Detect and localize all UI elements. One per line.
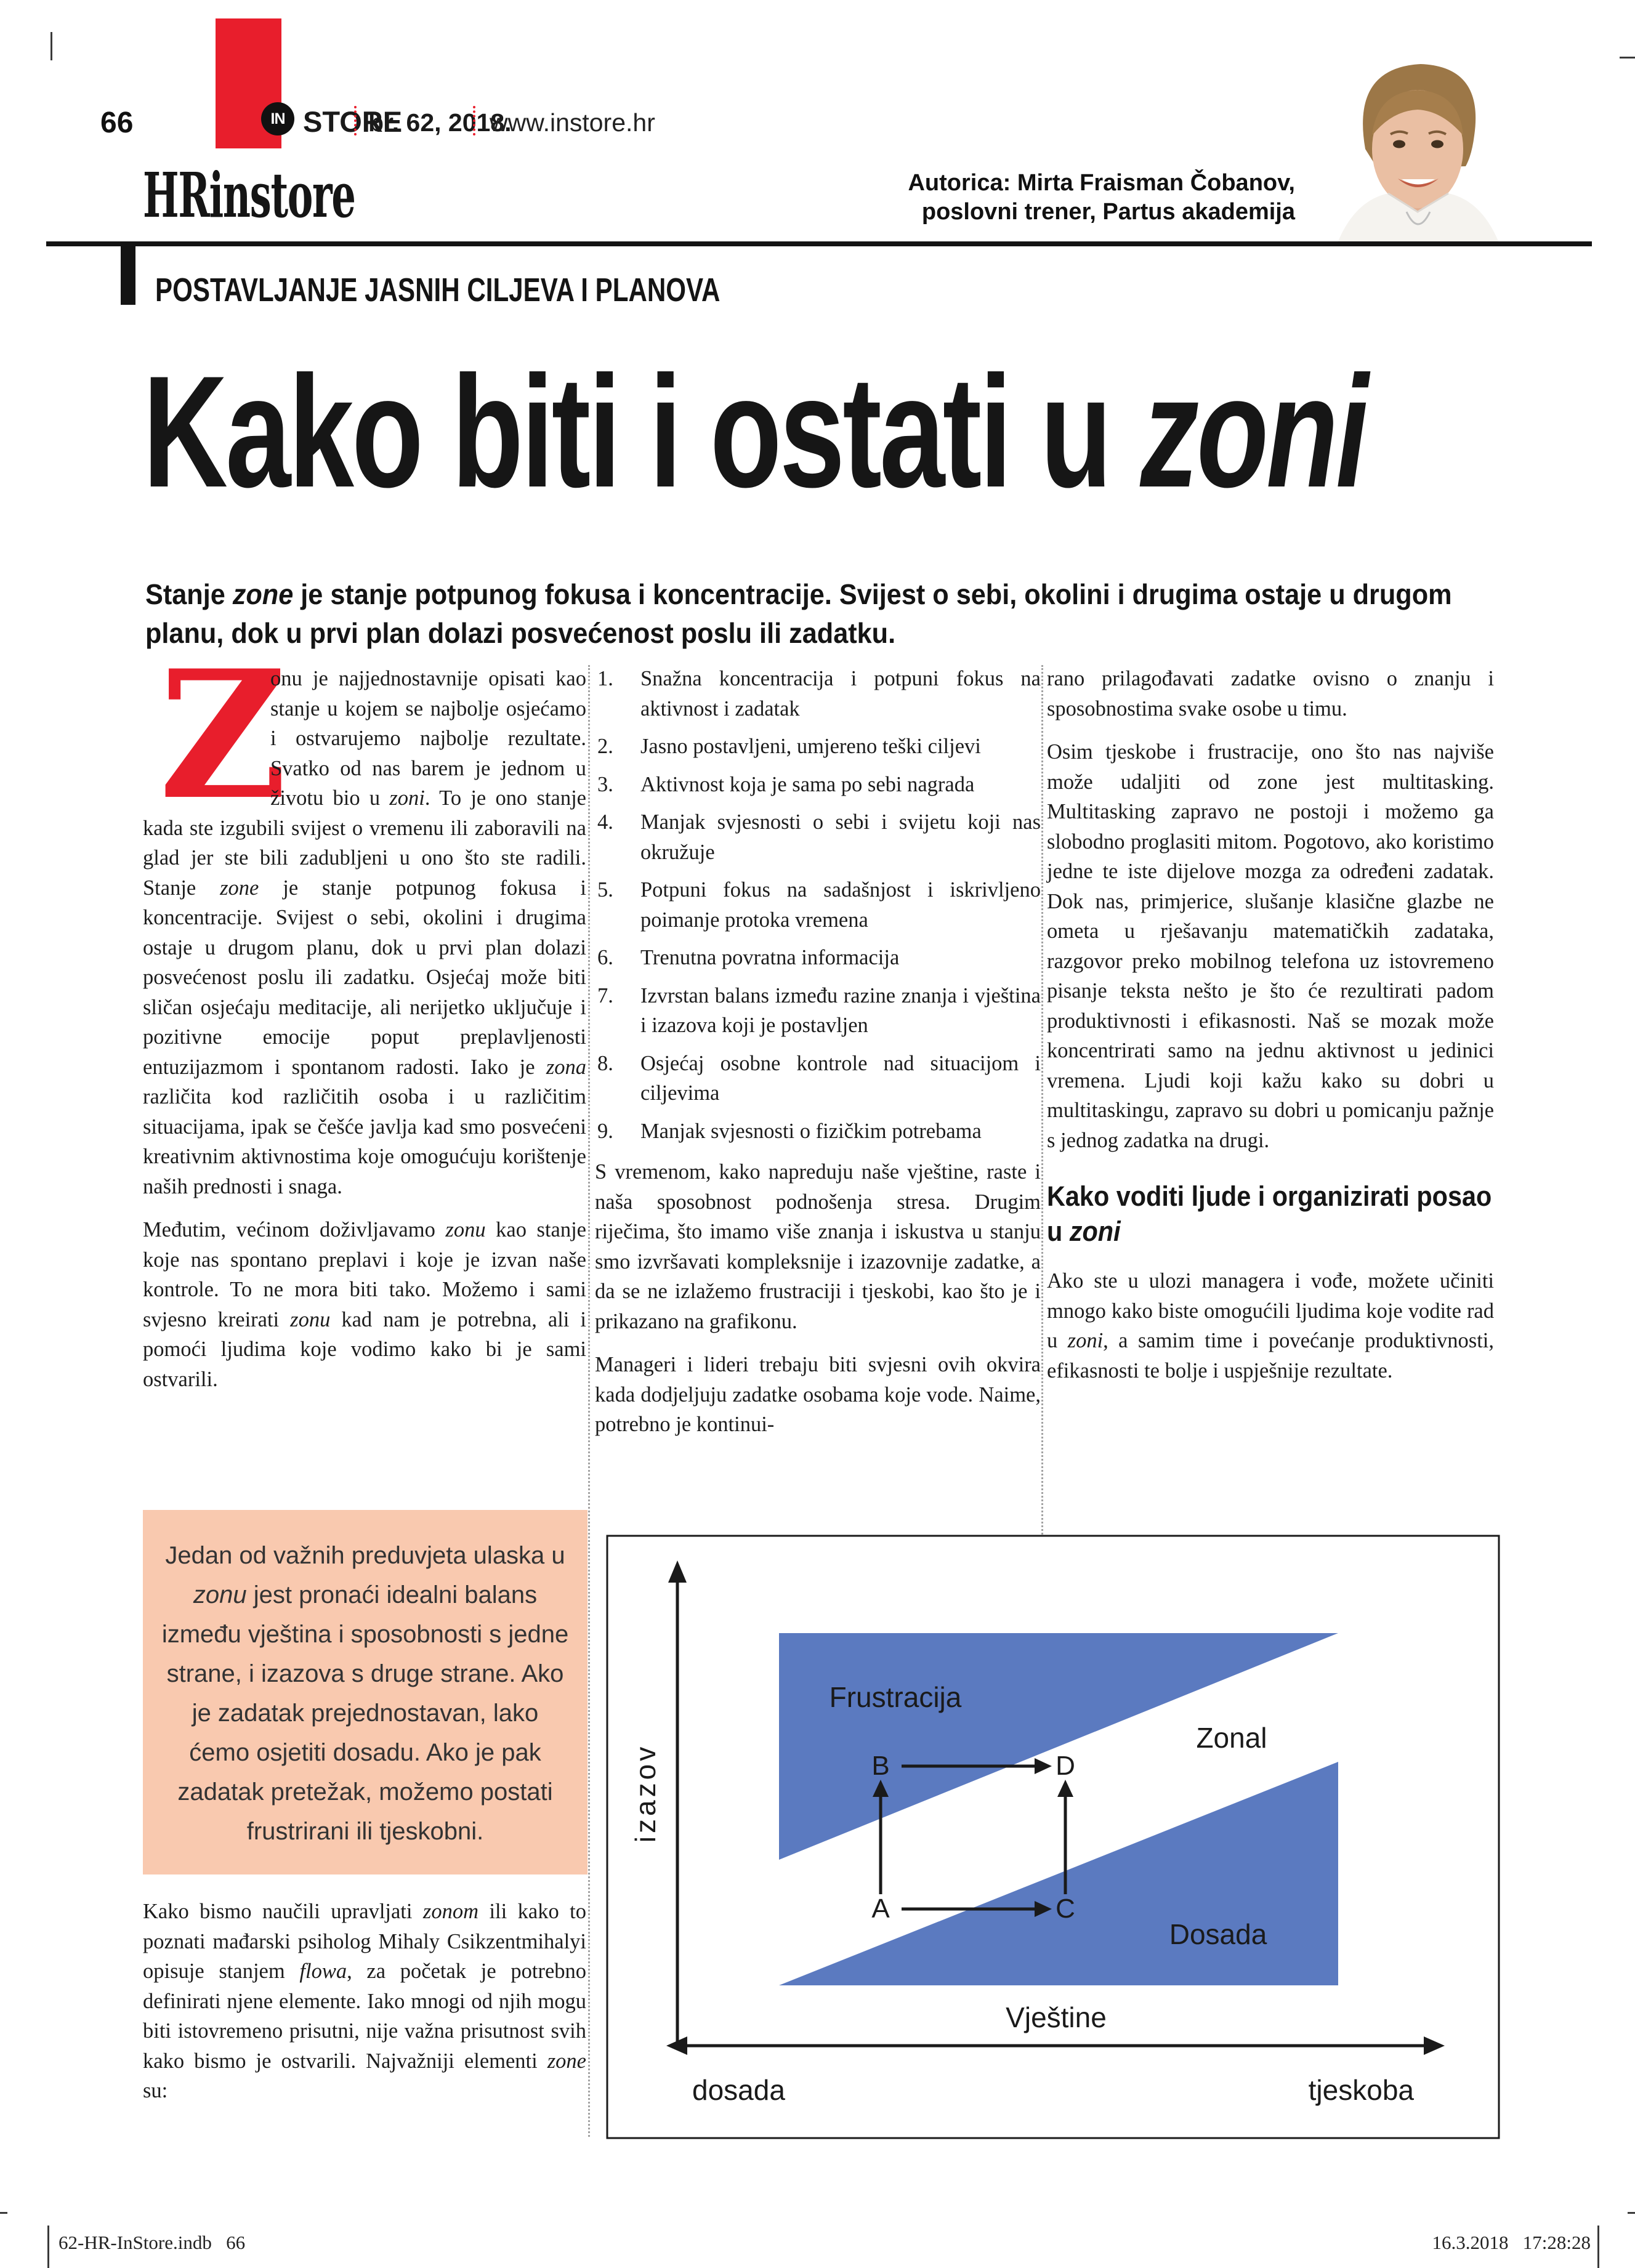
list-item: 5. Potpuni fokus na sadašnjost i iskrivljeno poimanje protoka vremena <box>597 878 1041 932</box>
author-portrait-graphic <box>1319 57 1517 243</box>
crop-mark <box>47 2226 49 2268</box>
section-logo-hrinstore: HRinstore <box>143 159 355 232</box>
page-number: 66 <box>100 107 134 139</box>
article-title: Kako biti i ostati u zoni <box>143 342 1367 520</box>
point-a-label: A <box>871 1894 890 1924</box>
zonal-label: Zonal <box>1196 1722 1267 1754</box>
y-axis-label: izazov <box>629 1743 661 1843</box>
author-credit <box>908 169 1295 227</box>
chart-border <box>607 1536 1499 2138</box>
zone-chart-svg <box>606 1535 1500 2139</box>
column-1 <box>143 632 586 1408</box>
article-lead: Stanje zone je stanje potpunog fokusa i koncentracije. Svijest o sebi, okolini i drugima ostaje u drugom planu, dok u prvi plan dolazi posvećenost poslu ili zadatku. <box>145 578 1452 649</box>
drop-cap: Z <box>159 632 288 839</box>
crop-mark <box>1628 2212 1635 2214</box>
column-1-bottom <box>143 1897 586 2120</box>
kicker: POSTAVLJANJE JASNIH CILJEVA I PLANOVA <box>155 272 721 309</box>
paragraph: Osim tjeskobe i frustracije, ono što nas najviše može udaljiti od zone jest multitasking. Multitasking zapravo ne postoji i možemo ga slobodno proglasiti mitom. Pogotovo, ako koristimo jedne te iste dijelove mozga za određeni zadatak. Dok nas, primjerice, slušanje klasične glazbe ne ometa u rješavanju matematičkih zadataka, razgovor preko mobilnog telefona uz istovremeno pisanje teksta nešto je što će rezultirati padom produktivnosti i efikasnosti. Naš se mozak može koncentrirati samo na jednu aktivnost u jedinici vremena. Ljudi koji kažu kako su dobri u multitaskingu, zapravo su dobri u pomicanju pažnje s jednog zadatka na drugi. <box>1047 740 1494 1152</box>
author-name-line: Autorica: Mirta Fraisman Čobanov, <box>908 170 1295 196</box>
column-separator <box>588 665 590 2137</box>
footer-timestamp: 16.3.2018 17:28:28 <box>1432 2232 1591 2253</box>
zone-chart <box>606 1535 1500 2139</box>
column-3 <box>1047 664 1494 1399</box>
paragraph <box>143 632 586 1201</box>
paragraph: Ako ste u ulozi managera i vođe, možete učiniti mnogo kako biste omogućili ljudima koje vodite rad u zoni, a samim time i povećanje produktivnosti, efikasnosti te bolje i uspješnije rezultate. <box>1047 1269 1494 1382</box>
x-axis-right-end-label: tjeskoba <box>1308 2074 1414 2106</box>
point-c-label: C <box>1056 1894 1075 1924</box>
column-2 <box>595 664 1041 1453</box>
paragraph: rano prilagođavati zadatke ovisno o znanju i sposobnostima svake osobe u timu. <box>1047 667 1494 720</box>
x-axis-left-end-label: dosada <box>692 2074 785 2106</box>
list-item: 2. Jasno postavljeni, umjereno teški ciljevi <box>597 735 981 758</box>
paragraph-text: onu je najjednostavnije opisati kao stanje u kojem se najbolje osjećamo i ostvarujemo najbolje rezultate. Svatko od nas barem je jednom u životu bio u zoni. To je ono stanje kada ste izgubili svijest o vremenu ili zaboravili na glad jer ste bili zadubljeni u ono što ste radili. Stanje zone je stanje potpunog fokusa i koncentracije. Svijest o sebi, okolini i drugima ostaje u drugom planu, dok u prvi plan dolazi posvećenost poslu ili zadatku. Osjećaj može biti sličan osjećaju meditacije, ali nerijetko uključuje i pozitivne emocije poput preplavljenosti entuzijazmom i spontanom radosti. Iako je zona različita kod različitih osoba i u različitim situacijama, ipak se češće javlja kad smo posvećeni kreativnim aktivnostima koje omogućuju korištenje naših prednosti i snaga. <box>143 667 586 1198</box>
kicker-bar <box>121 246 135 305</box>
point-b-label: B <box>871 1751 890 1781</box>
issue-number: br. 62, 2018. <box>368 108 512 137</box>
paragraph: Manageri i lideri trebaju biti svjesni ovih okvira kada dodjeljuju zadatke osobama koje vode. Naime, potrebno je kontinui- <box>595 1353 1041 1436</box>
list-item: 3. Aktivnost koja je sama po sebi nagrada <box>597 772 975 796</box>
crop-mark <box>1597 2226 1599 2268</box>
header-dotted-separator <box>354 106 357 135</box>
point-d-label: D <box>1056 1751 1075 1781</box>
paragraph: Međutim, većinom doživljavamo zonu kao stanje koje nas spontano preplavi i koje je izvan naše kontrole. To ne mora biti tako. Možemo i sami svjesno kreirati zonu kad nam je potrebna, ali i pomoći ljudima koje vodimo kako bi je sami ostvarili. <box>143 1218 586 1391</box>
x-axis-label: Vještine <box>1006 2001 1107 2033</box>
paragraph: Kako bismo naučili upravljati zonom ili kako to poznati mađarski psiholog Mihaly Csikzentmihalyi opisuje stanjem flowa, za početak je potrebno definirati njene elemente. Iako mnogi od njih mogu biti istovremeno prisutni, nije važna prisutnost svih kako bismo je ostvarili. Najvažniji elementi zone su: <box>143 1900 587 2102</box>
subheading: Kako voditi ljude i organizirati posao u zoni <box>1047 1180 1492 1247</box>
paragraph: S vremenom, kako napreduju naše vještine, raste i naša sposobnost podnošenja stresa. Drugim riječima, što imamo više znanja i iskustva u stanju smo izvršavati kompleksnije i izazovnije zadatke, a da se ne izlažemo frustraciji i tjeskobi, kao što je i prikazano na grafikonu. <box>595 1160 1041 1333</box>
frustration-label: Frustracija <box>829 1681 962 1713</box>
list-item: 1. Snažna koncentracija i potpuni fokus na aktivnost i zadatak <box>597 667 1041 720</box>
header-rule <box>46 241 1592 246</box>
list-item: 8. Osjećaj osobne kontrole nad situacijom i ciljevima <box>597 1051 1041 1105</box>
author-photo <box>1319 57 1517 243</box>
footer-file-info: 62-HR-InStore.indb 66 <box>59 2232 246 2253</box>
list-item: 6. Trenutna povratna informacija <box>597 946 900 969</box>
crop-mark <box>1620 57 1635 59</box>
zone-elements-list <box>595 664 1041 1146</box>
list-item: 7. Izvrstan balans između razine znanja i vještina i izazova koji je postavljen <box>597 983 1041 1037</box>
instore-logo-in-circle: IN <box>261 102 294 135</box>
highlight-box: Jedan od važnih preduvjeta ulaska u zonu jest pronaći idealni balans između vještina i sposobnosti s jedne strane, i izazova s druge strane. Ako je zadatak prejednostavan, lako ćemo osjetiti dosadu. Ako je pak zadatak pretežak, možemo postati frustrirani ili tjeskobni. <box>143 1510 587 1875</box>
boredom-label: Dosada <box>1169 1918 1267 1950</box>
author-title-line: poslovni trener, Partus akademija <box>921 199 1295 225</box>
website-url: www.instore.hr <box>490 108 655 137</box>
crop-mark <box>50 32 52 60</box>
header-dotted-separator <box>473 106 475 135</box>
crop-mark <box>0 2212 7 2214</box>
list-item: 9. Manjak svjesnosti o fizičkim potrebama <box>597 1119 982 1143</box>
instore-logo-store: STORE <box>303 105 403 138</box>
list-item: 4. Manjak svjesnosti o sebi i svijetu koji nas okružuje <box>597 810 1041 864</box>
